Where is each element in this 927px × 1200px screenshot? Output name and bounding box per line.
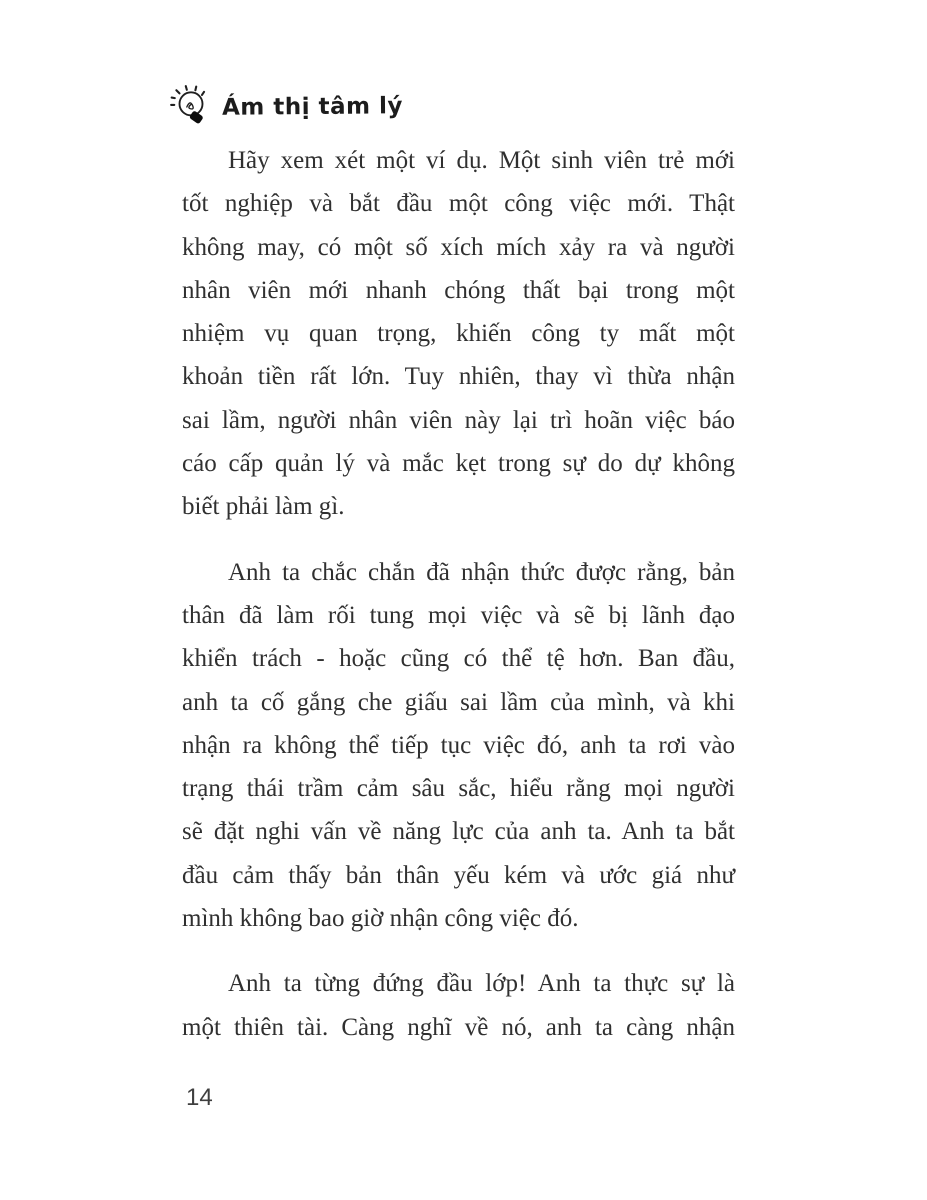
text-line: sai lầm, người nhân viên này lại trì hoãn việc báo: [182, 406, 735, 434]
page-number: 14: [186, 1084, 213, 1111]
paragraph: [182, 962, 735, 1049]
body-text: [182, 139, 735, 1049]
text-line: cáo cấp quản lý và mắc kẹt trong sự do dự không: [182, 450, 735, 478]
text-line: Anh ta từng đứng đầu lớp! Anh ta thực sự là: [228, 970, 735, 998]
text-line: nhân viên mới nhanh chóng thất bại trong một: [182, 276, 735, 304]
text-line: anh ta cố gắng che giấu sai lầm của mình, và khi: [182, 688, 735, 716]
text-line: không may, có một số xích mích xảy ra và người: [182, 233, 735, 261]
text-line: một thiên tài. Càng nghĩ về nó, anh ta càng nhận: [182, 1013, 735, 1041]
text-line: sẽ đặt nghi vấn về năng lực của anh ta. Anh ta bắt: [182, 818, 735, 846]
text-line: Hãy xem xét một ví dụ. Một sinh viên trẻ mới: [228, 147, 735, 174]
text-line: nhiệm vụ quan trọng, khiến công ty mất một: [182, 320, 735, 348]
text-line: trạng thái trầm cảm sâu sắc, hiểu rằng mọi người: [182, 775, 735, 803]
running-header: [168, 84, 403, 130]
running-title: Ám thị tâm lý: [221, 93, 404, 121]
text-line: Anh ta chắc chắn đã nhận thức được rằng, bản: [228, 558, 735, 586]
lightbulb-icon: [168, 84, 214, 130]
text-line: khoản tiền rất lớn. Tuy nhiên, thay vì thừa nhận: [182, 363, 735, 391]
text-line: khiển trách - hoặc cũng có thể tệ hơn. Ban đầu,: [182, 645, 735, 673]
paragraph: [182, 139, 735, 529]
text-line: thân đã làm rối tung mọi việc và sẽ bị lãnh đạo: [182, 601, 735, 629]
page-footer: [186, 1084, 213, 1112]
text-line: mình không bao giờ nhận công việc đó.: [182, 905, 579, 933]
text-line: biết phải làm gì.: [182, 493, 345, 521]
text-line: tốt nghiệp và bắt đầu một công việc mới. Thật: [182, 190, 735, 218]
paragraph: [182, 551, 735, 941]
text-line: đầu cảm thấy bản thân yếu kém và ước giá như: [182, 861, 735, 889]
text-line: nhận ra không thể tiếp tục việc đó, anh ta rơi vào: [182, 731, 735, 759]
